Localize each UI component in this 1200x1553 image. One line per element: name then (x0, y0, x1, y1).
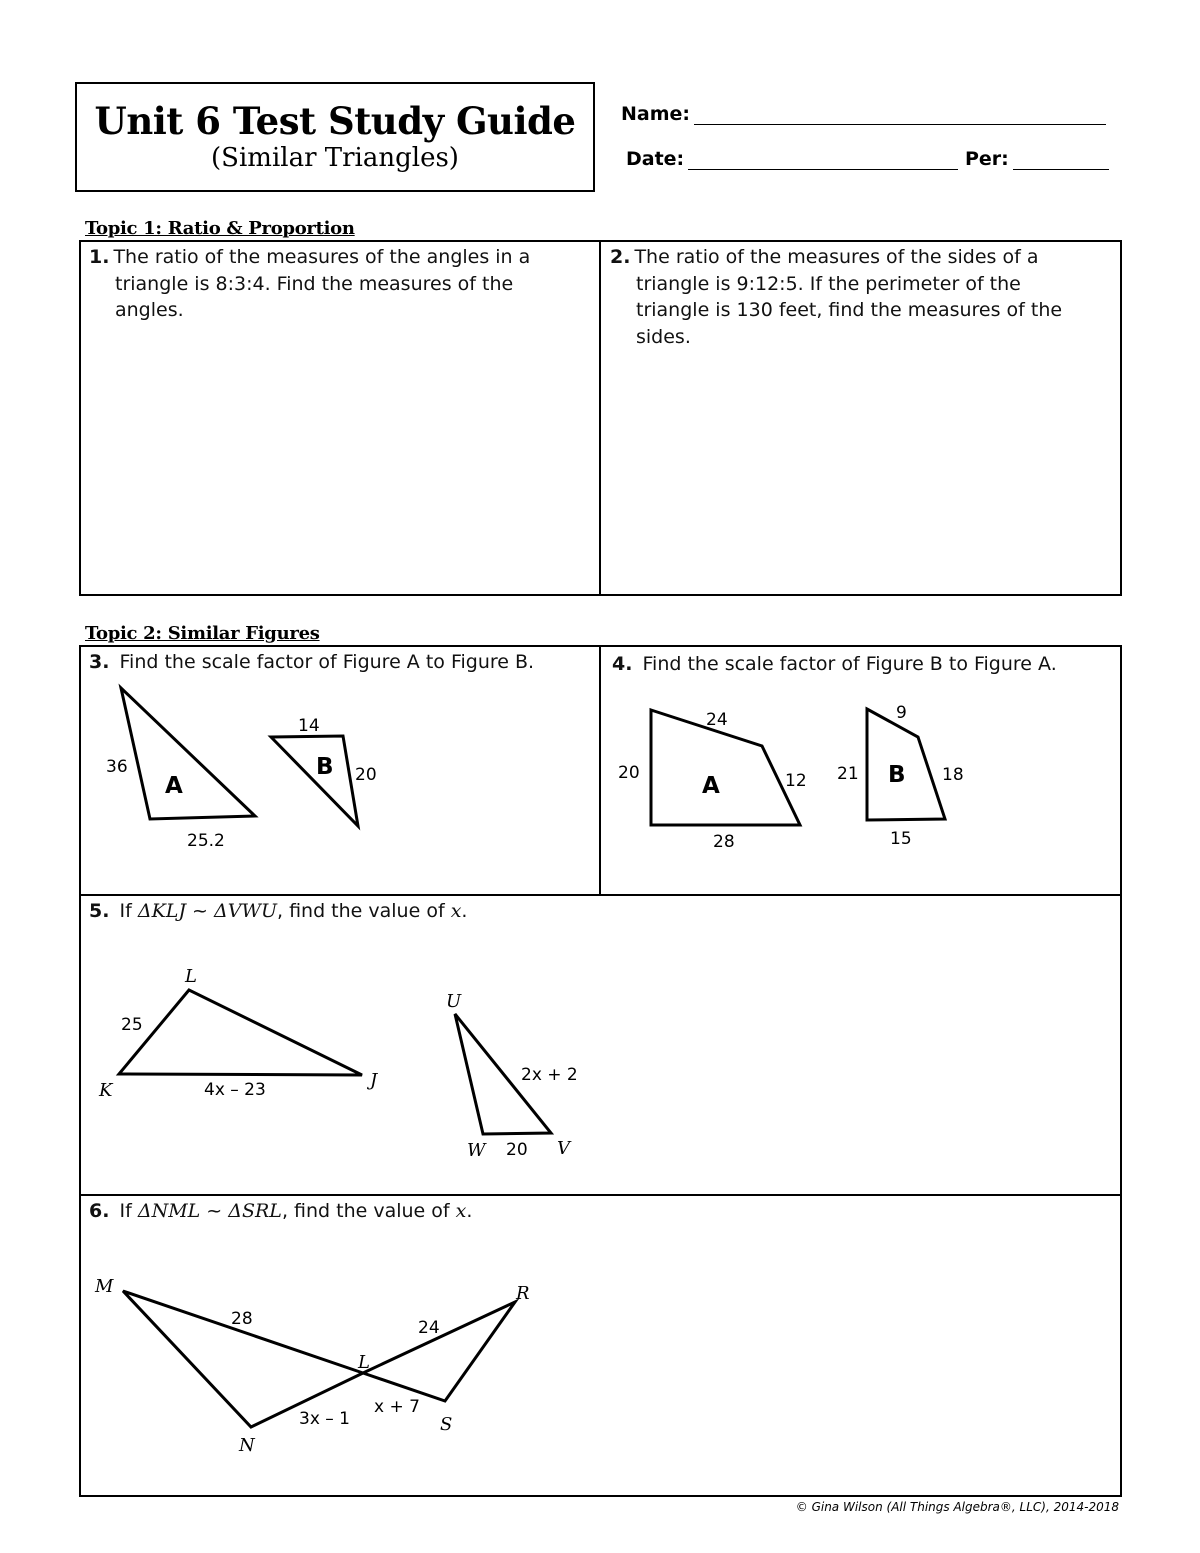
problem-5-similar: ~ (186, 900, 214, 922)
problem-5-triangle-1: ΔKLJ (137, 900, 186, 922)
p3-figure-a-triangle (121, 688, 255, 819)
problem-3-text: Find the scale factor of Figure A to Figure B. (119, 651, 535, 673)
p3-figure-b-triangle (271, 736, 358, 826)
problem-5-triangle-2: ΔVWU (214, 900, 277, 922)
p5-side-4x-23: 4x – 23 (204, 1080, 266, 1100)
p4-b-side-15: 15 (890, 829, 912, 849)
problem-6-triangle-2: ΔSRL (228, 1200, 282, 1222)
problem-5-number: 5. (89, 900, 110, 922)
p3-side-20: 20 (355, 765, 377, 785)
p6-vertex-n: N (239, 1435, 255, 1456)
p5-side-25: 25 (121, 1015, 143, 1035)
p6-triangle-srl (363, 1302, 515, 1401)
p6-side-3x-1: 3x – 1 (299, 1409, 350, 1429)
p5-vertex-l: L (185, 966, 197, 987)
p4-a-side-12: 12 (785, 771, 807, 791)
problem-4-number: 4. (612, 653, 633, 675)
p5-vertex-v: V (557, 1138, 570, 1159)
p5-vertex-j: J (370, 1070, 378, 1091)
per-label: Per: (965, 148, 1009, 170)
p4-figure-a-label: A (702, 773, 720, 799)
p4-b-side-9: 9 (896, 703, 907, 723)
topic-2-title: Topic 2: Similar Figures (85, 623, 320, 644)
p3-side-36: 36 (106, 757, 128, 777)
page-title: Unit 6 Test Study Guide (94, 99, 576, 143)
problem-6-similar: ~ (200, 1200, 229, 1222)
p6-vertex-r: R (516, 1283, 530, 1304)
problem-5-text-post: , find the value of (276, 900, 451, 922)
p5-triangle-klj (119, 990, 362, 1075)
p3-figure-b-label: B (316, 754, 334, 780)
p4-figure-b-quad (867, 709, 945, 820)
p4-a-side-24: 24 (706, 710, 728, 730)
problem-5-text-pre: If (119, 900, 138, 922)
problem-6-variable: x (455, 1200, 467, 1222)
p6-side-24: 24 (418, 1318, 440, 1338)
p5-vertex-w: W (467, 1140, 486, 1161)
p5-side-2x-2: 2x + 2 (521, 1065, 578, 1085)
p4-figure-b-label: B (888, 762, 906, 788)
p5-vertex-k: K (99, 1080, 113, 1101)
problem-6-triangle-1: ΔNML (137, 1200, 201, 1222)
copyright-footer: © Gina Wilson (All Things Algebra®, LLC), 2014-2018 (795, 1500, 1119, 1514)
p3-side-14: 14 (298, 716, 320, 736)
topic-1-title: Topic 1: Ratio & Proportion (85, 218, 355, 239)
problem-6-number: 6. (89, 1200, 110, 1222)
date-label: Date: (626, 148, 685, 170)
p6-side-28: 28 (231, 1309, 253, 1329)
problem-6-text-post: , find the value of (281, 1200, 456, 1222)
problem-6-period: . (466, 1200, 473, 1222)
p6-side-x-7: x + 7 (374, 1397, 420, 1417)
problem-2-number: 2. (610, 246, 631, 268)
problem-1-number: 1. (89, 246, 110, 268)
p5-vertex-u: U (446, 991, 462, 1012)
problem-5-variable: x (450, 900, 462, 922)
problem-4-text: Find the scale factor of Figure B to Figure A. (642, 653, 1057, 675)
p4-a-side-28: 28 (713, 832, 735, 852)
p4-b-side-18: 18 (942, 765, 964, 785)
problem-6-text-pre: If (119, 1200, 138, 1222)
page-subtitle: (Similar Triangles) (211, 143, 459, 173)
p6-vertex-l: L (358, 1352, 370, 1373)
p4-b-side-21: 21 (837, 764, 859, 784)
problem-3-number: 3. (89, 651, 110, 673)
p3-figure-a-label: A (165, 773, 183, 799)
problem-5-period: . (461, 900, 468, 922)
p6-vertex-m: M (95, 1276, 114, 1297)
p6-vertex-s: S (440, 1414, 453, 1435)
p5-side-20: 20 (506, 1140, 528, 1160)
name-label: Name: (621, 103, 691, 125)
p3-side-25-2: 25.2 (187, 831, 225, 851)
problem-1-text: The ratio of the measures of the angles in a triangle is 8:3:4. Find the measures of the angles. (113, 246, 531, 321)
problem-2-text: The ratio of the measures of the sides of a triangle is 9:12:5. If the perimeter of the triangle is 130 feet, find the measures of the sides. (634, 246, 1063, 348)
p4-a-side-20: 20 (618, 763, 640, 783)
